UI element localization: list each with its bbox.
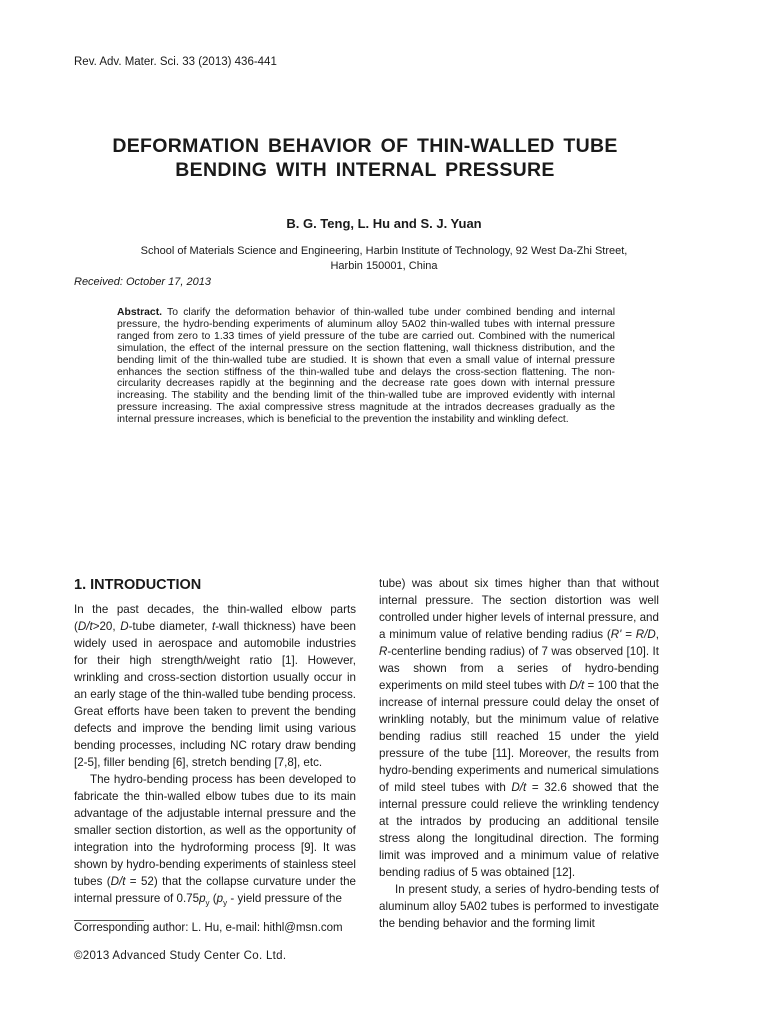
copyright-notice: ©2013 Advanced Study Center Co. Ltd.	[74, 950, 287, 962]
affiliation	[95, 244, 673, 274]
title-line-1: DEFORMATION BEHAVIOR OF THIN-WALLED TUBE	[112, 135, 618, 157]
intro-paragraph-1: In the past decades, the thin-walled elbow parts (D/t>20, D-tube diameter, t-wall thickness) have been widely used in aerospace and automobile industries for their high strength/weight ratio [1]. However, wrinkling and cross-section distortion usually occur in an early stage of the thin-walled tube bending process. Great efforts have been taken to prevent the bending defects and improve the bending limit using various bending processes, including NC rotary draw bending [2-5], filler bending [6], stretch bending [7,8], etc.	[74, 603, 356, 769]
received-date: Received: October 17, 2013	[74, 276, 211, 288]
intro-paragraph-3: In present study, a series of hydro-bending tests of aluminum alloy 5A02 tubes is performed to investigate the bending behavior and the forming limit	[379, 883, 659, 930]
abstract-label: Abstract.	[117, 307, 163, 318]
left-column	[74, 575, 356, 911]
intro-paragraph-2-continued: tube) was about six times higher than that without internal pressure. The section distortion was well controlled under higher levels of internal pressure, and a minimum value of relative bending radius (R' = R/D, R-centerline bending radius) of 7 was observed [10]. It was shown from a series of hydro-bending experiments on mild steel tubes with D/t = 100 that the increase of internal pressure could delay the onset of wrinkling notably, but the minimum value of relative bending radius still reached 15 under the yield pressure of the tube [11]. Moreover, the results from hydro-bending experiments and numerical simulations of mild steel tubes with D/t = 32.6 showed that the internal pressure could relieve the wrinkling tendency at the intrados by producing an additional tensile stress along the longitudinal direction. The forming limit was improved and a minimum value of relative bending radius of 5 was obtained [12].	[379, 577, 660, 879]
right-column	[379, 575, 659, 932]
footnote-divider	[74, 920, 144, 921]
abstract-text: To clarify the deformation behavior of thin-walled tube under combined bending and internal pressure, the hydro-bending experiments of aluminum alloy 5A02 thin-walled tubes with internal pressure ranged from zero to 1.33 times of yield pressure of the tube are carried out. Combined with the numerical simulation, the effect of the internal pressure on the section flattening, wall thickness distribution, and the bending limit of the thin-walled tube are studied. It is shown that even a small value of internal pressure enhances the section stiffness of the thin-walled tube and delays the cross-section flattening. The non-circularity decreases rapidly at the beginning and the decrease rate goes down with internal pressure increasing. The stability and the bending limit of the thin-walled tube are improved evidently with internal pressure increasing. The axial compressive stress magnitude at the intrados decreases gradually as the internal pressure increases, which is beneficial to the prevention the instability and winkling defect.	[117, 307, 615, 426]
paper-title	[60, 134, 670, 182]
intro-paragraph-2: The hydro-bending process has been developed to fabricate the thin-walled elbow tubes due to its main advantage of the adjustable internal pressure and the smaller section distortion, as well as the opportunity of integration into the hydroforming process [9]. It was shown by hydro-bending experiments of stainless steel tubes (D/t = 52) that the collapse curvature under the internal pressure of $0.75p_y$ ($p_y$ - yield pressure of the	[74, 773, 356, 908]
abstract	[117, 307, 615, 426]
affiliation-line-1: School of Materials Science and Engineering, Harbin Institute of Technology, 92 West Da-Zhi Street,	[140, 245, 628, 257]
affiliation-line-2: Harbin 150001, China	[330, 260, 438, 272]
section-heading-introduction: 1. INTRODUCTION	[74, 577, 202, 593]
authors: B. G. Teng, L. Hu and S. J. Yuan	[286, 216, 482, 231]
corresponding-author-footnote: Corresponding author: L. Hu, e-mail: hithl@msn.com	[74, 922, 343, 934]
title-line-2: BENDING WITH INTERNAL PRESSURE	[175, 159, 555, 181]
journal-reference: Rev. Adv. Mater. Sci. 33 (2013) 436-441	[74, 56, 277, 68]
